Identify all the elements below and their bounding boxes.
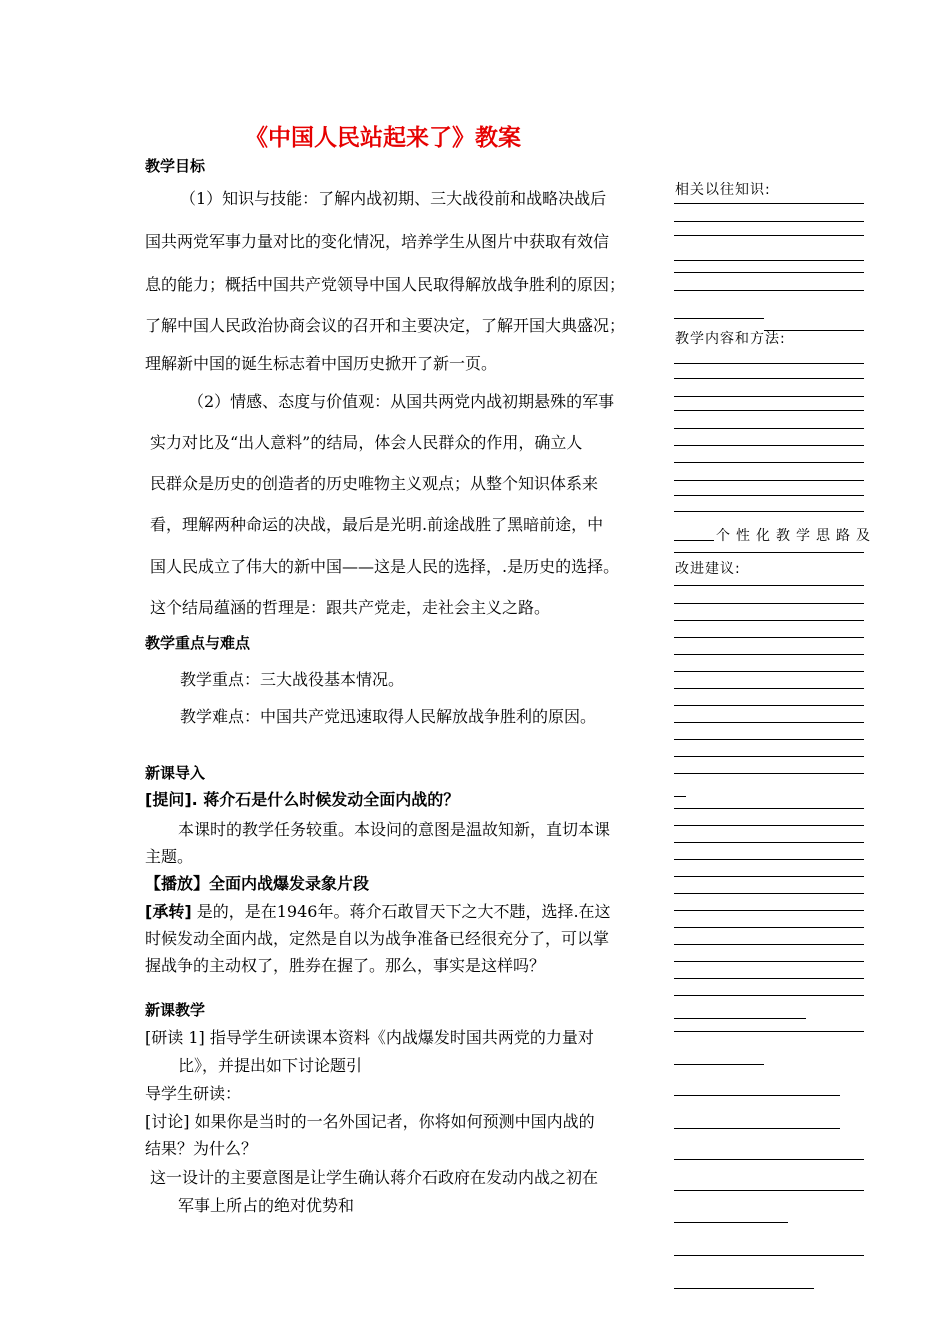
transition-line: 时候发动全面内战，定然是自以为战争准备已经很充分了，可以掌 (145, 929, 610, 948)
transition-line: 是的，是在1946年。蒋介石敢冒天下之大不韪，选择.在这 (196, 902, 611, 921)
difficult-point: 教学难点：中国共产党迅速取得人民解放战争胜利的原因。 (180, 707, 597, 726)
discuss-line: 如果你是当时的一名外国记者，你将如何预测中国内战的 (194, 1112, 595, 1131)
question-text: . 蒋介石是什么时候发动全面内战的？ (191, 790, 460, 809)
question-note: 本课时的教学任务较重。本设问的意图是温故知新，直切本课 (178, 820, 611, 839)
objectives-line: 了解中国人民政治协商会议的召开和主要决定，了解开国大典盛况； (145, 316, 626, 335)
study-line: 指导学生研读课本资料《内战爆发时国共两党的力量对 (209, 1028, 594, 1047)
objectives-line: 这个结局蕴涵的哲理是：跟共产党走，走社会主义之路。 (150, 598, 551, 617)
transition-tag: [承转] (145, 902, 192, 921)
key-point: 教学重点：三大战役基本情况。 (180, 670, 405, 689)
objectives-line: （2）情感、态度与价值观：从国共两党内战初期悬殊的军事 (188, 392, 615, 411)
sidebar-personal-ideas: 个性化教学思路及 (716, 528, 876, 544)
objectives-line: 实力对比及“出人意料”的结局，体会人民群众的作用，确立人 (150, 433, 583, 452)
design-line: 这一设计的主要意图是让学生确认蒋介石政府在发动内战之初在 (150, 1168, 599, 1187)
question-tag: [提问] (145, 790, 192, 809)
discuss-tag: [讨论] (145, 1112, 190, 1131)
sidebar-prior-knowledge: 相关以往知识: (675, 182, 771, 198)
study-tag: [研读 1] (145, 1028, 205, 1047)
study-line: 比》，并提出如下讨论题引 (178, 1056, 363, 1075)
objectives-heading: 教学目标 (145, 157, 206, 175)
page-title: 《中国人民站起来了》教案 (245, 125, 521, 151)
objectives-line: 国人民成立了伟大的新中国——这是人民的选择，.是历史的选择。 (150, 557, 620, 576)
discuss-line: 结果？为什么？ (145, 1139, 258, 1158)
transition-line: 握战争的主动权了，胜券在握了。那么，事实是这样吗？ (145, 956, 546, 975)
key-points-heading: 教学重点与难点 (145, 634, 251, 652)
question-note: 主题。 (145, 847, 194, 866)
study-tail: 导学生研读： (145, 1084, 242, 1103)
sidebar-improvement: 改进建议: (675, 561, 741, 577)
objectives-line: （1）知识与技能：了解内战初期、三大战役前和战略决战后 (180, 189, 607, 208)
objectives-line: 民群众是历史的创造者的历史唯物主义观点；从整个知识体系来 (150, 474, 599, 493)
intro-heading: 新课导入 (145, 764, 206, 782)
teaching-heading: 新课教学 (145, 1001, 206, 1019)
sidebar-content-method: 教学内容和方法: (675, 331, 786, 347)
objectives-line: 理解新中国的诞生标志着中国历史掀开了新一页。 (145, 354, 498, 373)
objectives-line: 看，理解两种命运的决战，最后是光明.前途战胜了黑暗前途，中 (150, 515, 604, 534)
objectives-line: 国共两党军事力量对比的变化情况，培养学生从图片中获取有效信 (145, 232, 610, 251)
play-line: 【播放】全面内战爆发录象片段 (145, 874, 370, 893)
objectives-line: 息的能力；概括中国共产党领导中国人民取得解放战争胜利的原因； (145, 275, 626, 294)
design-line: 军事上所占的绝对优势和 (178, 1196, 355, 1215)
